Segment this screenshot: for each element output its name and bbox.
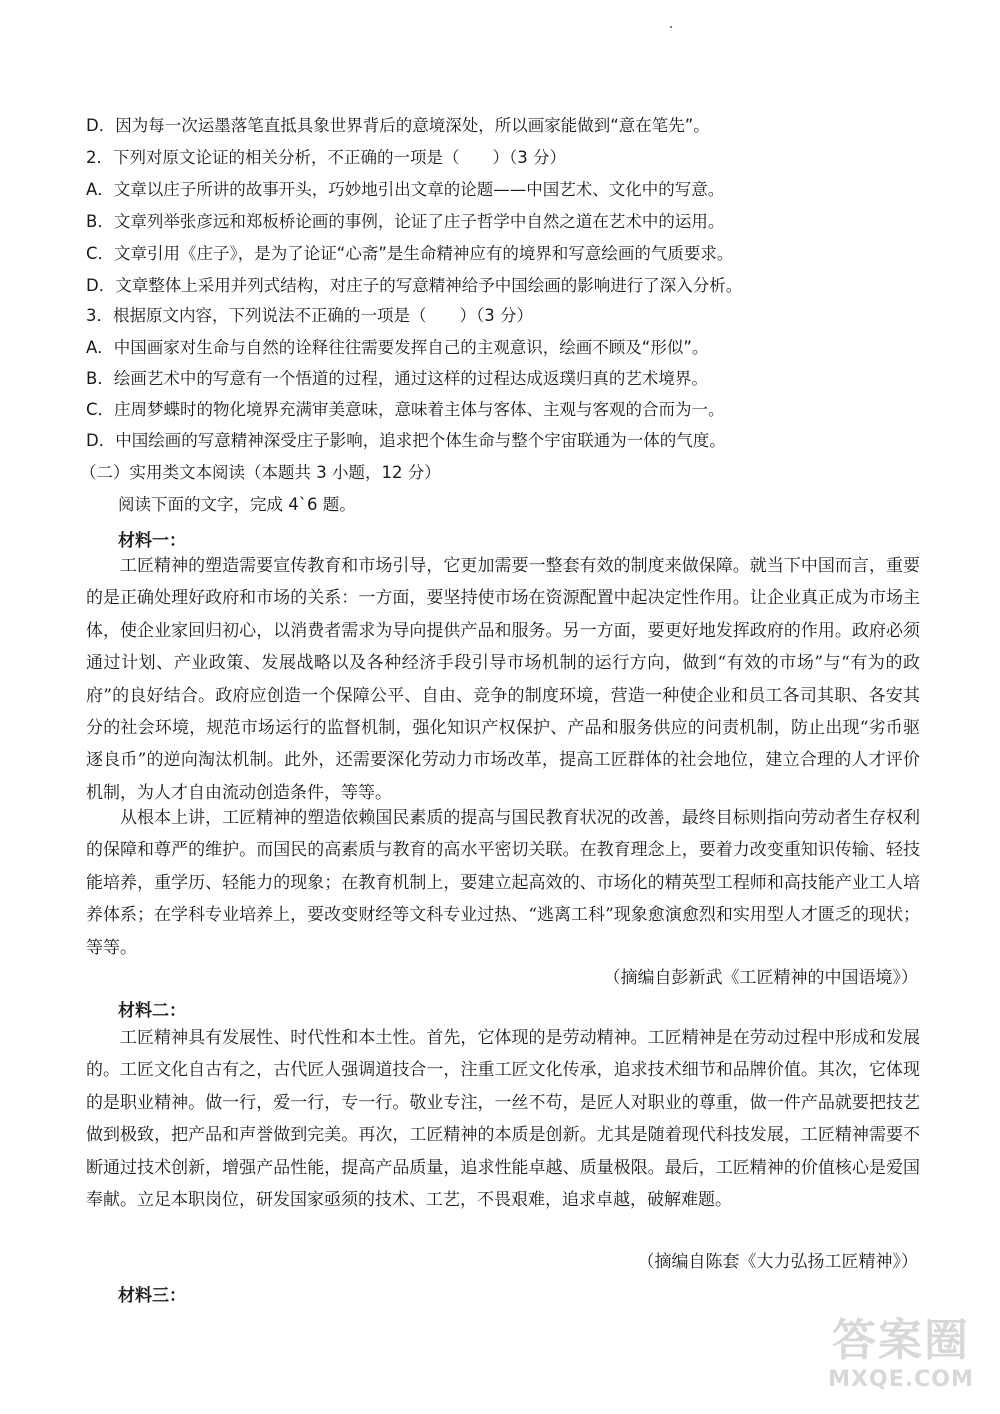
q3-option-a: A．中国画家对生命与自然的诠释往往需要发挥自己的主观意识，绘画不顾及“形似”。 [86, 338, 709, 357]
q2-option-a: A．文章以庄子所讲的故事开头，巧妙地引出文章的论题——中国艺术、文化中的写意。 [86, 180, 725, 199]
material1-heading: 材料一： [118, 531, 186, 551]
q2-stem: 2．下列对原文论证的相关分析，不正确的一项是（ ）（3 分） [86, 148, 566, 167]
q2-option-d: D．文章整体上采用并列式结构，对庄子的写意精神给予中国绘画的影响进行了深入分析。 [86, 276, 743, 295]
material1-source: （摘编自彭新武《工匠精神的中国语境》） [603, 968, 918, 988]
material2-paragraph-1: 工匠精神具有发展性、时代性和本土性。首先，它体现的是劳动精神。工匠精神是在劳动过程中形成和发展的。工匠文化自古有之，古代匠人强调道技合一，注重工匠文化传承，追求技术细节和品牌价值。其次，它体现的是职业精神。做一行，爱一行，专一行。敬业专注，一丝不苟，是匠人对职业的尊重，做一件产品就要把技艺做到极致，把产品和声誉做到完美。再次，工匠精神的本质是创新。尤其是随着现代科技发展，工匠精神需要不断通过技术创新，增强产品性能，提高产品质量，追求性能卓越、质量极限。最后，工匠精神的价值核心是爱国奉献。立足本职岗位，研发国家亟须的技术、工艺，不畏艰难，追求卓越，破解难题。 [86, 1028, 920, 1211]
q1-option-d: D．因为每一次运墨落笔直抵具象世界背后的意境深处，所以画家能做到“意在笔先”。 [86, 116, 710, 135]
q3-option-d: D．中国绘画的写意精神深受庄子影响，追求把个体生命与整个宇宙联通为一体的气度。 [86, 431, 726, 450]
q3-option-b: B．绘画艺术中的写意有一个悟道的过程，通过这样的过程达成返璞归真的艺术境界。 [86, 369, 708, 388]
section-instruction: 阅读下面的文字，完成 4`6 题。 [118, 495, 356, 514]
watermark-line2: MXQE.COM [828, 1367, 974, 1392]
q2-option-b: B．文章列举张彦远和郑板桥论画的事例，论证了庄子哲学中自然之道在艺术中的运用。 [86, 212, 725, 231]
q3-option-c: C．庄周梦蝶时的物化境界充满审美意味，意味着主体与客体、主观与客观的合而为一。 [86, 400, 725, 419]
watermark-logo [816, 1316, 986, 1406]
q3-stem: 3．根据原文内容，下列说法不正确的一项是（ ）（3 分） [86, 306, 533, 325]
watermark-line1: 答案圈 [832, 1315, 970, 1366]
scan-speck [670, 26, 672, 28]
q2-option-c: C．文章引用《庄子》，是为了论证“心斋”是生命精神应有的境界和写意绘画的气质要求。 [86, 244, 734, 263]
material2-source: （摘编自陈套《大力弘扬工匠精神》） [637, 1252, 918, 1272]
material3-heading: 材料三： [118, 1286, 186, 1306]
material1-paragraph-2: 从根本上讲，工匠精神的塑造依赖国民素质的提高与国民教育状况的改善，最终目标则指向劳动者生存权利的保障和尊严的维护。而国民的高素质与教育的高水平密切关联。在教育理念上，要着力改变重知识传输、轻技能培养，重学历、轻能力的现象；在教育机制上，要建立起高效的、市场化的精英型工程师和高技能产业工人培养体系；在学科专业培养上，要改变财经等文科专业过热、“逃离工科”现象愈演愈烈和实用型人才匮乏的现状；等等。 [86, 808, 920, 958]
material2-heading: 材料二： [118, 1001, 186, 1021]
section-title: （二）实用类文本阅读（本题共 3 小题，12 分） [80, 463, 441, 482]
material1-paragraph-1: 工匠精神的塑造需要宣传教育和市场引导，它更加需要一整套有效的制度来做保障。就当下中国而言，重要的是正确处理好政府和市场的关系：一方面，要坚持使市场在资源配置中起决定性作用。让企业真正成为市场主体，使企业家回归初心，以消费者需求为导向提供产品和服务。另一方面，要更好地发挥政府的作用。政府必须通过计划、产业政策、发展战略以及各种经济手段引导市场机制的运行方向，做到“有效的市场”与“有为的政府”的良好结合。政府应创造一个保障公平、自由、竞争的制度环境，营造一种使企业和员工各司其职、各安其分的社会环境，规范市场运行的监督机制，强化知识产权保护、产品和服务供应的问责机制，防止出现“劣币驱逐良币”的逆向淘汰机制。此外，还需要深化劳动力市场改革，提高工匠群体的社会地位，建立合理的人才评价机制，为人才自由流动创造条件，等等。 [86, 556, 920, 803]
